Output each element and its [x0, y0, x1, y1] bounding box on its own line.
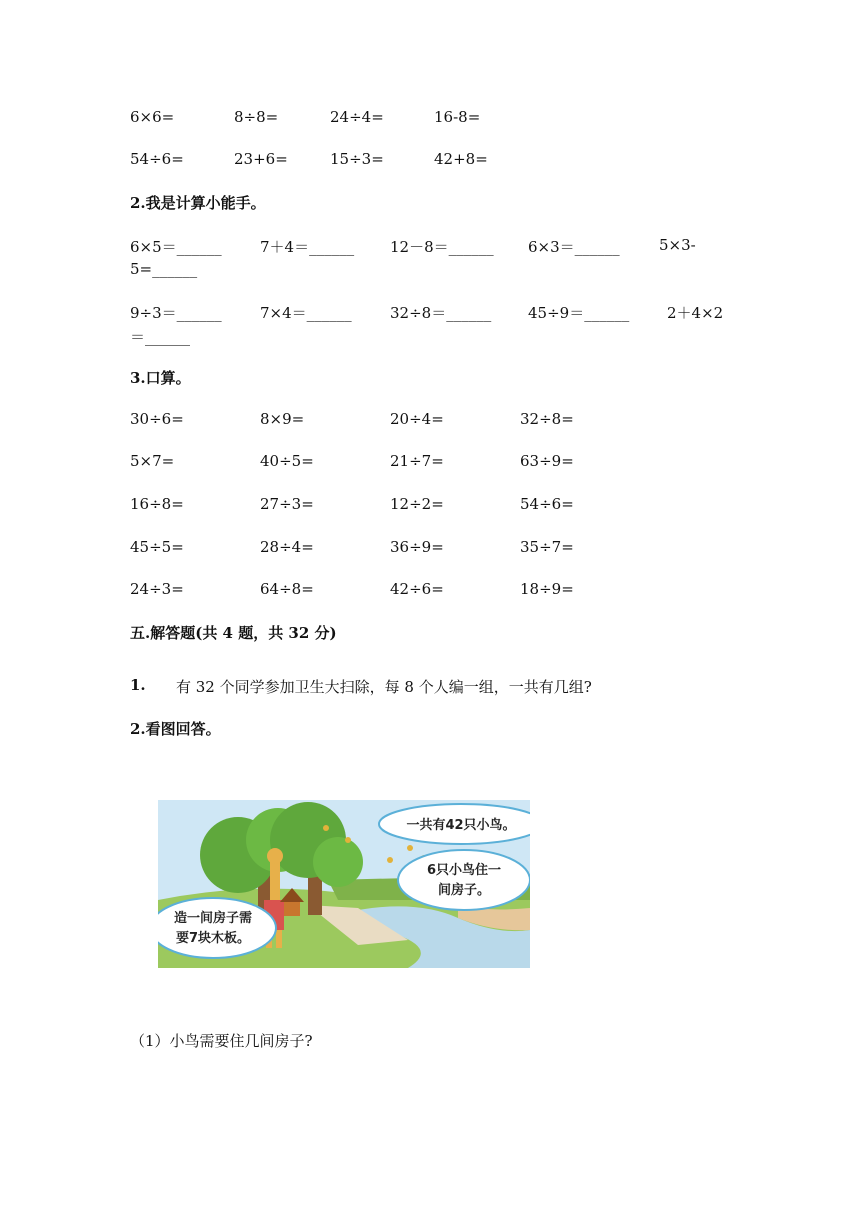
problem: 16÷8= [130, 495, 184, 513]
problem: 42+8= [434, 150, 488, 168]
fill-problem: 6×3＝______ [528, 238, 620, 256]
fill-problem: 5×3- [659, 236, 696, 254]
illustration [158, 800, 530, 968]
problem: 15÷3= [330, 150, 384, 168]
problem: 28÷4= [260, 538, 314, 556]
problem: 24÷4= [330, 108, 384, 126]
problem: 8×9= [260, 410, 305, 428]
problem: 23+6= [234, 150, 288, 168]
fill-problem: 7＋4＝______ [260, 238, 355, 256]
problem: 12÷2= [390, 495, 444, 513]
fill-problem: 32÷8＝______ [390, 304, 492, 322]
problem: 40÷5= [260, 452, 314, 470]
question-2-title: 2.看图回答。 [130, 720, 221, 738]
fill-problem: 12－8＝______ [390, 238, 494, 256]
problem: 54÷6= [130, 150, 184, 168]
problem: 8÷8= [234, 108, 279, 126]
fill-problem: 2＋4×2 [667, 304, 724, 322]
bubble-left-line-1: 造一间房子需 [173, 911, 253, 926]
fill-problem: 7×4＝______ [260, 304, 352, 322]
section-2-title: 2.我是计算小能手。 [130, 194, 266, 212]
problem: 63÷9= [520, 452, 574, 470]
fill-problem: 9÷3＝______ [130, 304, 222, 322]
problem: 54÷6= [520, 495, 574, 513]
section-3-title: 3.口算。 [130, 369, 191, 387]
section-5-title: 五.解答题(共 4 题，共 32 分) [130, 624, 337, 642]
bubble-right-line-1: 6只小鸟住一 [426, 863, 502, 878]
fill-problem: 6×5＝______ [130, 238, 222, 256]
problem: 27÷3= [260, 495, 314, 513]
section-2-row-2-wrap: ＝______ [130, 328, 191, 346]
problem: 45÷5= [130, 538, 184, 556]
section-2-row-1-wrap: 5=______ [130, 260, 198, 278]
problem: 30÷6= [130, 410, 184, 428]
bubble-top: 一共有42只小鸟。 [406, 818, 516, 833]
problem: 64÷8= [260, 580, 314, 598]
problem: 21÷7= [390, 452, 444, 470]
problem: 35÷7= [520, 538, 574, 556]
fill-problem: 45÷9＝______ [528, 304, 630, 322]
problem: 24÷3= [130, 580, 184, 598]
problem: 20÷4= [390, 410, 444, 428]
problem: 16-8= [434, 108, 481, 126]
problem: 36÷9= [390, 538, 444, 556]
sub-question-1: （1）小鸟需要住几间房子? [130, 1032, 313, 1050]
question-1-text: 有 32 个同学参加卫生大扫除，每 8 个人编一组，一共有几组? [176, 678, 592, 696]
question-1-number: 1. [130, 676, 146, 694]
bubble-right-line-2: 间房子。 [437, 883, 491, 898]
problem: 5×7= [130, 452, 175, 470]
problem: 32÷8= [520, 410, 574, 428]
bubble-left-line-2: 要7块木板。 [175, 931, 251, 946]
problem: 18÷9= [520, 580, 574, 598]
problem: 42÷6= [390, 580, 444, 598]
problem: 6×6= [130, 108, 175, 126]
